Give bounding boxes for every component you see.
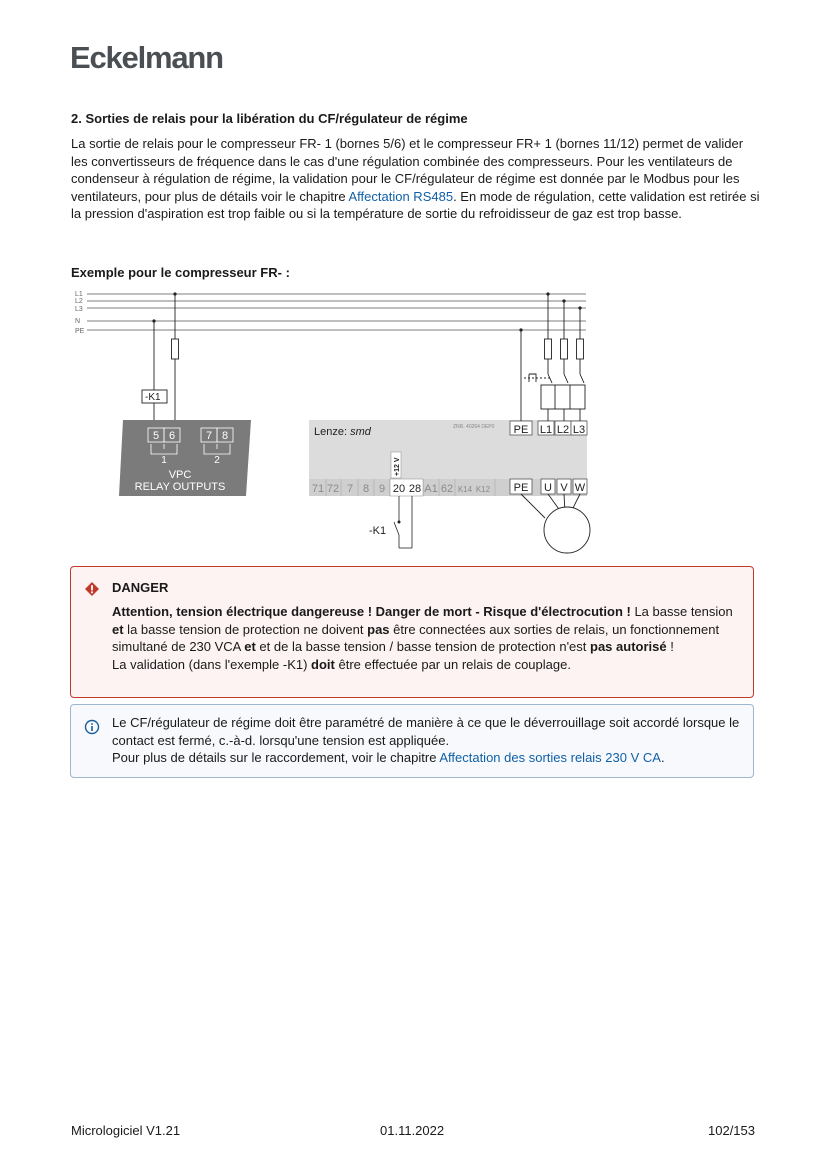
terminal-top-l3: L3: [572, 424, 586, 436]
terminal-72: 72: [326, 483, 340, 495]
vpc-terminal-6: 6: [168, 430, 176, 442]
vpc-terminal-5: 5: [152, 430, 160, 442]
terminal-a1: A1: [424, 483, 438, 495]
footer-date: 01.11.2022: [380, 1123, 445, 1138]
info-box: [70, 704, 754, 778]
terminal-motor-w: W: [574, 482, 586, 494]
danger-text-2: la basse tension de protection ne doivent: [123, 621, 368, 637]
danger-bold-5: pas autorisé: [590, 639, 667, 654]
danger-bold-2: et: [112, 621, 124, 637]
danger-bold-4: et: [244, 639, 256, 654]
intro-text-1: La sortie de relais pour le compresseur FR- 1 (bornes 5/6) et le compresseur FR+ 1 (bornes 11/12) permet de valider les convertisseurs de fréquence dans le cas d'une régulation combinée des compresseurs. Pour les ventilateurs de condenseur à régulation de régime, la validation pour le CF/régulateur de régime est donnée par le Modbus pour les ventilateurs, pour plus de détails voir le chapitre: [71, 136, 744, 204]
bus-label-pe: PE: [75, 328, 85, 335]
plus-12v-label: +12 V: [394, 457, 401, 476]
intro-paragraph: [71, 135, 761, 223]
danger-bold-3: pas: [367, 621, 390, 637]
terminal-k14: K14: [457, 485, 473, 494]
danger-text-5: !: [666, 639, 674, 654]
vpc-title: VPC: [168, 469, 192, 481]
section-title: 2. Sorties de relais pour la libération du CF/régulateur de régime: [71, 111, 468, 126]
lenze-name-label: [314, 426, 372, 438]
info-line-end: .: [660, 750, 665, 765]
terminal-motor-u: U: [544, 482, 552, 494]
contact-k1-label: -K1: [369, 525, 387, 537]
footer-firmware-version: Micrologiciel V1.21: [71, 1123, 181, 1138]
danger-box: [70, 566, 754, 698]
bus-label-l2: L2: [75, 298, 83, 305]
terminal-top-l2: L2: [556, 424, 570, 436]
terminal-motor-pe: PE: [513, 482, 529, 494]
intro-text-2: . En mode de régulation, cette validation est retirée si la pression d'aspiration est trop faible ou si la température de sortie du refroidisseur de gaz est trop basse.: [71, 188, 760, 221]
danger-bold-1: Attention, tension électrique dangereuse ! Danger de mort - Risque d'électrocution !: [112, 604, 631, 619]
terminal-7: 7: [346, 483, 354, 495]
terminal-9: 9: [378, 483, 386, 495]
danger-bold-6: doit: [311, 656, 335, 672]
info-line-1: Le CF/régulateur de régime doit être paramétré de manière à ce que le déverrouillage soit accordé lorsque le contact est fermé, c.-à-d. lorsqu'une tension est appliquée.: [112, 715, 740, 748]
vpc-terminal-8: 8: [221, 430, 229, 442]
eckelmann-logo: Eckelmann: [70, 40, 223, 75]
terminal-8: 8: [362, 483, 370, 495]
terminal-20: 20: [392, 483, 406, 495]
danger-heading: DANGER: [112, 580, 169, 595]
vpc-relay-2: 2: [214, 455, 220, 466]
info-line-2: Pour plus de détails sur le raccordement, voir le chapitre: [112, 750, 440, 765]
danger-warning-icon: [84, 581, 100, 602]
terminal-k12: K12: [475, 485, 491, 494]
danger-text-6: La validation (dans l'exemple -K1): [112, 656, 312, 672]
bus-label-l3: L3: [75, 306, 83, 313]
footer-page-number: 102/153: [708, 1123, 755, 1138]
terminal-top-pe: PE: [513, 424, 529, 436]
link-affectation-rs485[interactable]: Affectation RS485: [348, 188, 454, 204]
lenze-part-number: ZNR. 40264 DEP0: [453, 424, 495, 430]
danger-text-7: être effectuée par un relais de couplage.: [334, 656, 571, 672]
danger-text-3: être connectées aux sorties de relais, un fonctionnement simultané de 230 VCA: [112, 621, 720, 654]
vpc-terminal-7: 7: [205, 430, 213, 442]
terminal-71: 71: [311, 483, 325, 495]
info-text: [112, 714, 742, 767]
example-title: Exemple pour le compresseur FR- :: [71, 265, 290, 280]
bus-label-n: N: [75, 318, 81, 325]
terminal-62: 62: [440, 483, 454, 495]
terminal-motor-v: V: [560, 482, 568, 494]
wiring-diagram: [71, 286, 591, 554]
bus-label-l1: L1: [75, 291, 83, 298]
info-icon: [84, 719, 100, 740]
danger-text-4: et de la basse tension / basse tension de protection n'est: [255, 639, 591, 654]
link-affectation-sorties-relais[interactable]: Affectation des sorties relais 230 V CA: [439, 750, 661, 765]
terminal-28: 28: [408, 483, 422, 495]
lenze-model: smd: [350, 426, 371, 438]
danger-text-1: La basse tension: [630, 604, 733, 619]
lenze-brand: Lenze:: [314, 426, 351, 438]
vpc-subtitle: RELAY OUTPUTS: [134, 481, 226, 493]
terminal-top-l1: L1: [539, 424, 553, 436]
vpc-relay-1: 1: [161, 455, 167, 466]
relay-k1-label: -K1: [145, 392, 161, 403]
danger-text: [112, 603, 742, 673]
